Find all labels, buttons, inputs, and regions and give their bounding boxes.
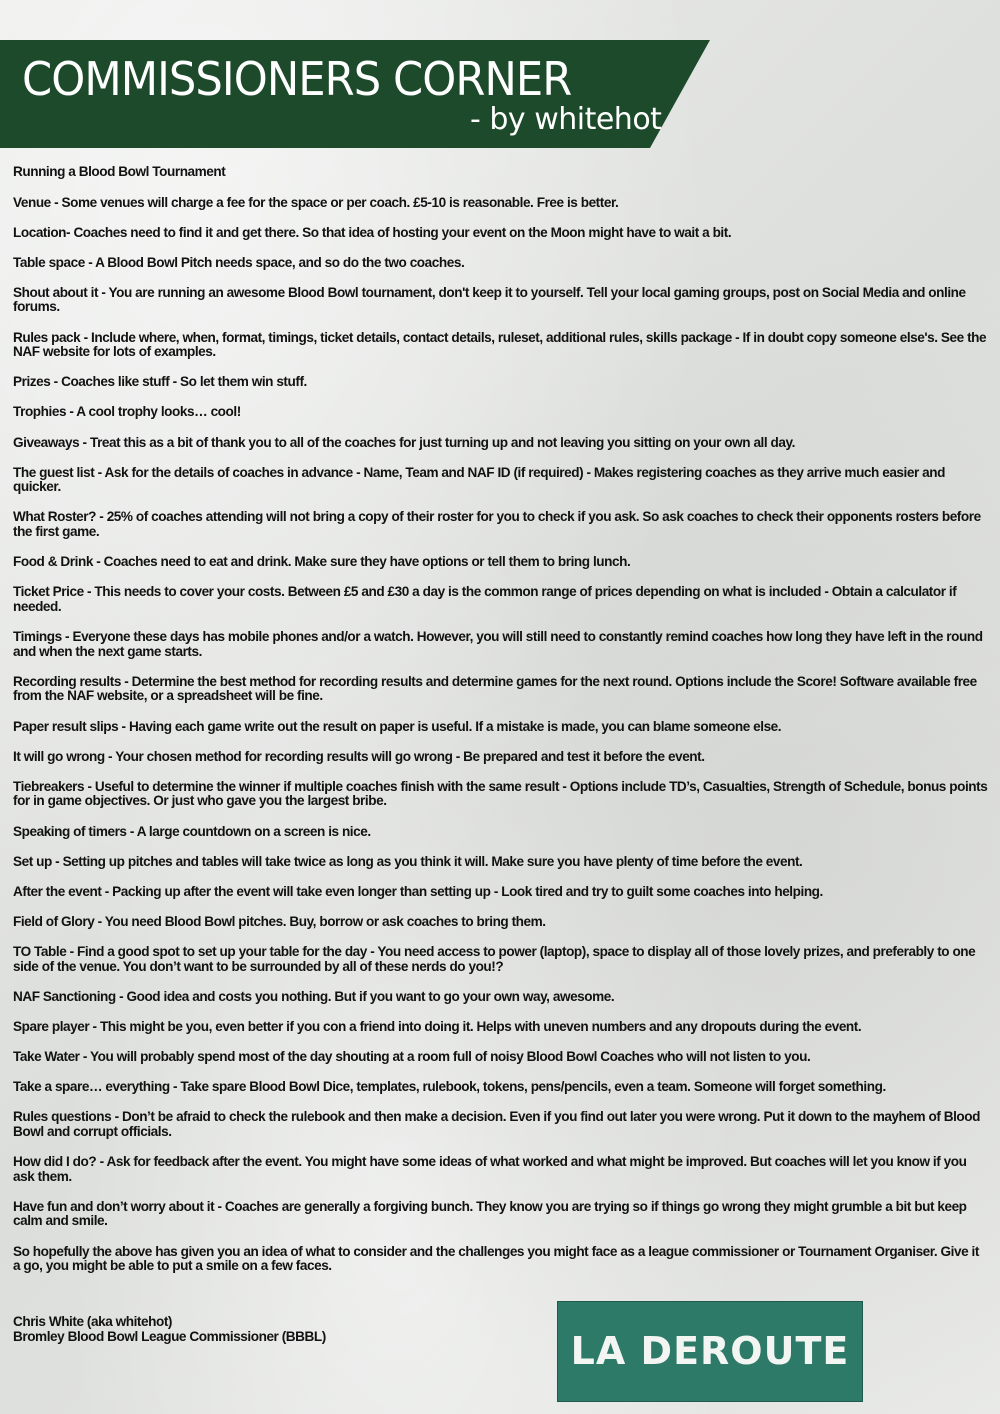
author-role: Bromley Blood Bowl League Commissioner (BBBL)	[13, 1329, 326, 1344]
tip-what-roster: What Roster? - 25% of coaches attending will not bring a copy of their roster for you to check if you ask. So ask coaches to check their opponents rosters before the first game.	[13, 509, 981, 539]
tip-rules-pack: Rules pack - Include where, when, format, timings, ticket details, contact details, ruleset, additional rules, skills package - If in doubt copy someone else's. See the NAF website for lots of examples.	[13, 329, 987, 360]
tip-giveaways: Giveaways - Treat this as a bit of thank you to all of the coaches for just turning up and not leaving you sitting on your own all day.	[13, 434, 795, 450]
header-banner	[0, 40, 710, 148]
la-deroute-logo	[557, 1301, 863, 1402]
tip-table-space: Table space - A Blood Bowl Pitch needs space, and so do the two coaches.	[13, 254, 465, 270]
tip-after-the-event: After the event - Packing up after the event will take even longer than setting up - Look tired and try to guilt some coaches into helping.	[13, 883, 823, 899]
tip-set-up: Set up - Setting up pitches and tables will take twice as long as you think it will. Make sure you have plenty of time before the event.	[13, 853, 803, 869]
tip-venue: Venue - Some venues will charge a fee for the space or per coach. £5-10 is reasonable. Free is better.	[13, 194, 619, 210]
tip-food-drink: Food & Drink - Coaches need to eat and drink. Make sure they have options or tell them to bring lunch.	[13, 554, 631, 570]
tip-shout-about-it: Shout about it - You are running an awesome Blood Bowl tournament, don't keep it to yourself. Tell your local gaming groups, post on Social Media and online forums.	[13, 284, 966, 315]
tip-timings: Timings - Everyone these days has mobile phones and/or a watch. However, you will still need to constantly remind coaches how long they have left in the round and when the next game starts.	[13, 629, 983, 659]
article-body	[13, 165, 988, 1284]
article-heading: Running a Blood Bowl Tournament	[13, 164, 226, 179]
tip-how-did-i-do: How did I do? - Ask for feedback after the event. You might have some ideas of what worked and what might be improved. But coaches will let you know if you ask them.	[13, 1154, 967, 1184]
closing-paragraph: So hopefully the above has given you an idea of what to consider and the challenges you might face as a league commissioner or Tournament Organiser. Give it a go, you might be able to put a smile on a few faces.	[13, 1243, 979, 1274]
tip-guest-list: The guest list - Ask for the details of coaches in advance - Name, Team and NAF ID (if required) - Makes registering coaches as they arrive much easier and quicker.	[13, 464, 945, 495]
byline: - by whitehot	[470, 102, 662, 137]
tip-take-water: Take Water - You will probably spend most of the day shouting at a room full of noisy Blood Bowl Coaches who will not listen to you.	[13, 1049, 811, 1065]
author-name: Chris White (aka whitehot)	[13, 1314, 172, 1329]
tip-recording-results: Recording results - Determine the best method for recording results and determine games for the next round. Options include the Score! Software available free from the NAF website, or a spreadsheet will be fine.	[13, 673, 977, 704]
tip-paper-result-slips: Paper result slips - Having each game write out the result on paper is useful. If a mistake is made, you can blame someone else.	[13, 718, 782, 734]
tip-rules-questions: Rules questions - Don’t be afraid to check the rulebook and then make a decision. Even if you find out later you were wrong. Put it down to the mayhem of Blood Bowl and corrupt officials.	[13, 1109, 980, 1139]
tip-trophies: Trophies - A cool trophy looks… cool!	[13, 404, 241, 420]
logo-text: LA DEROUTE	[570, 1329, 850, 1373]
tip-location: Location- Coaches need to find it and get there. So that idea of hosting your event on the Moon might have to wait a bit.	[13, 224, 732, 240]
tip-take-a-spare: Take a spare… everything - Take spare Blood Bowl Dice, templates, rulebook, tokens, pens/pencils, even a team. Someone will forget something.	[13, 1079, 886, 1095]
tip-have-fun: Have fun and don’t worry about it - Coaches are generally a forgiving bunch. They know you are trying so if things go wrong they might grumble a bit but keep calm and smile.	[13, 1198, 967, 1229]
tip-field-of-glory: Field of Glory - You need Blood Bowl pitches. Buy, borrow or ask coaches to bring them.	[13, 914, 546, 929]
tip-it-will-go-wrong: It will go wrong - Your chosen method for recording results will go wrong - Be prepared and test it before the event.	[13, 748, 705, 764]
tip-prizes: Prizes - Coaches like stuff - So let them win stuff.	[13, 374, 307, 390]
tip-speaking-of-timers: Speaking of timers - A large countdown on a screen is nice.	[13, 823, 371, 839]
signature-block	[13, 1314, 326, 1344]
tip-spare-player: Spare player - This might be you, even better if you con a friend into doing it. Helps with uneven numbers and any dropouts during the event.	[13, 1018, 862, 1034]
tip-ticket-price: Ticket Price - This needs to cover your costs. Between £5 and £30 a day is the common range of prices depending on what is included - Obtain a calculator if needed.	[13, 584, 957, 614]
tip-naf-sanctioning: NAF Sanctioning - Good idea and costs you nothing. But if you want to go your own way, awesome.	[13, 988, 615, 1004]
tip-tiebreakers: Tiebreakers - Useful to determine the winner if multiple coaches finish with the same result - Options include TD’s, Casualties, Strength of Schedule, bonus points for in game objectives. Or just who gave you the largest bribe.	[13, 778, 988, 809]
tip-to-table: TO Table - Find a good spot to set up your table for the day - You need access to power (laptop), space to display all of those lovely prizes, and preferably to one side of the venue. You don’t want to be surrounded by all of these nerds do you!?	[13, 944, 976, 974]
page-title: COMMISSIONERS CORNER	[22, 52, 572, 106]
